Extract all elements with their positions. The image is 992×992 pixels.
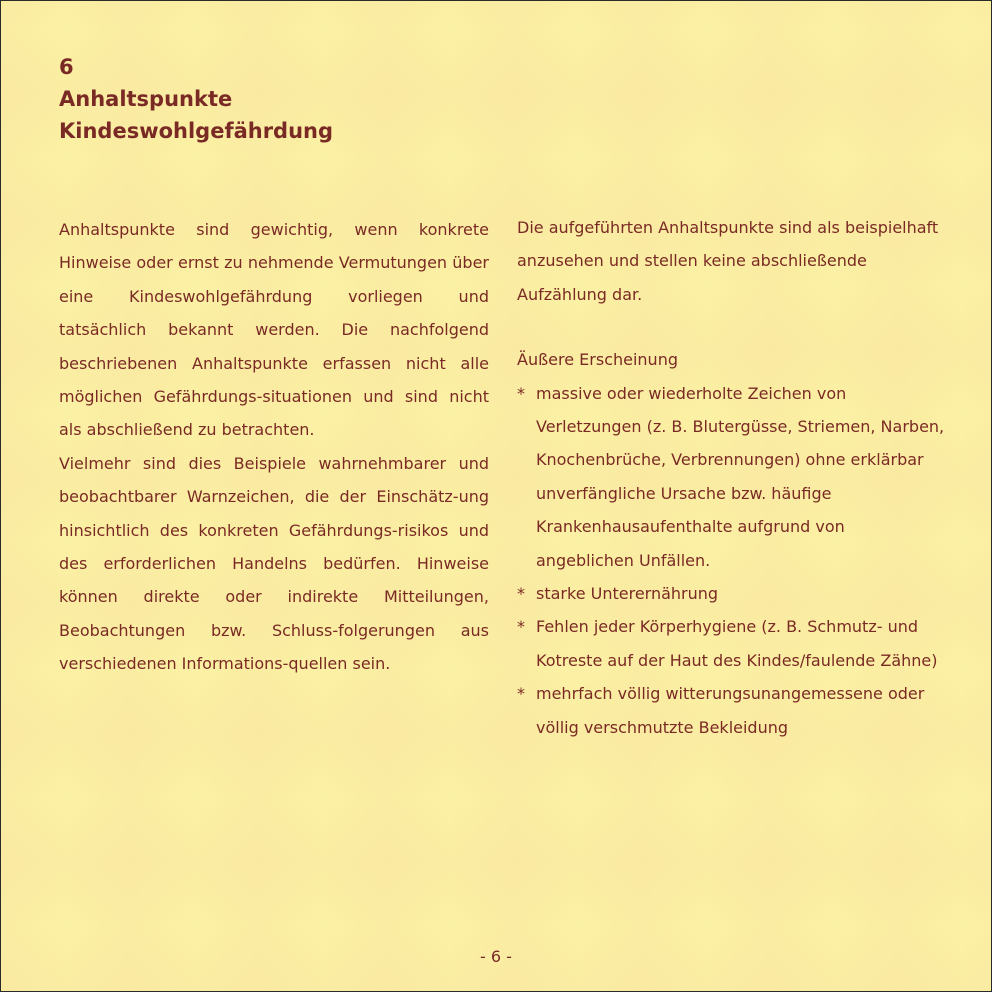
left-column	[59, 213, 489, 681]
bullet-marker: *	[517, 684, 525, 704]
right-column	[517, 211, 947, 744]
spacer	[517, 311, 947, 343]
list-item-text: massive oder wiederholte Zeichen von Verletzungen (z. B. Blutergüsse, Striemen, Narben, Knochenbrüche, Verbrennungen) ohne erklärbar unverfängliche Ursache bzw. häufige Krankenhausaufenthalte aufgrund von angeblichen Unfällen.	[536, 383, 945, 570]
section-heading	[59, 51, 333, 147]
section-title-line-2: Kindeswohlgefährdung	[59, 119, 334, 143]
list-item-text: Fehlen jeder Körperhygiene (z. B. Schmutz- und Kotreste auf der Haut des Kindes/faulende Zähne)	[536, 617, 938, 670]
left-paragraph-2: Vielmehr sind dies Beispiele wahrnehmbarer und beobachtbarer Warnzeichen, die der Einschätz-ung hinsichtlich des konkreten Gefährdungs-risikos und des erforderlichen Handelns bedürfen. Hinweise können direkte oder indirekte Mitteilungen, Beobachtungen bzw. Schluss-folgerungen aus verschiedenen Informations-quellen sein.	[59, 453, 489, 674]
bullet-marker: *	[517, 383, 525, 403]
list-item-text: starke Unterernährung	[536, 584, 719, 604]
list-item	[517, 577, 947, 610]
page-number: - 6 -	[480, 947, 512, 966]
section-title-line-1: Anhaltspunkte	[59, 87, 233, 111]
list-item	[517, 677, 947, 744]
list-item	[517, 377, 947, 577]
list-item	[517, 610, 947, 677]
bullet-marker: *	[517, 584, 525, 604]
left-paragraph-1: Anhaltspunkte sind gewichtig, wenn konkrete Hinweise oder ernst zu nehmende Vermutungen über eine Kindeswohlgefährdung vorliegen und tatsächlich bekannt werden. Die nachfolgend beschriebenen Anhaltspunkte erfassen nicht alle möglichen Gefährdungs-situationen und sind nicht als abschließend zu betrachten.	[59, 220, 489, 440]
list-item-text: mehrfach völlig witterungsunangemessene oder völlig verschmutzte Bekleidung	[536, 684, 925, 737]
subsection-title: Äußere Erscheinung	[517, 350, 678, 370]
bullet-list	[517, 377, 947, 744]
bullet-marker: *	[517, 617, 525, 637]
right-intro: Die aufgeführten Anhaltspunkte sind als beispielhaft anzusehen und stellen keine abschließende Aufzählung dar.	[517, 218, 939, 304]
section-number: 6	[59, 55, 74, 79]
